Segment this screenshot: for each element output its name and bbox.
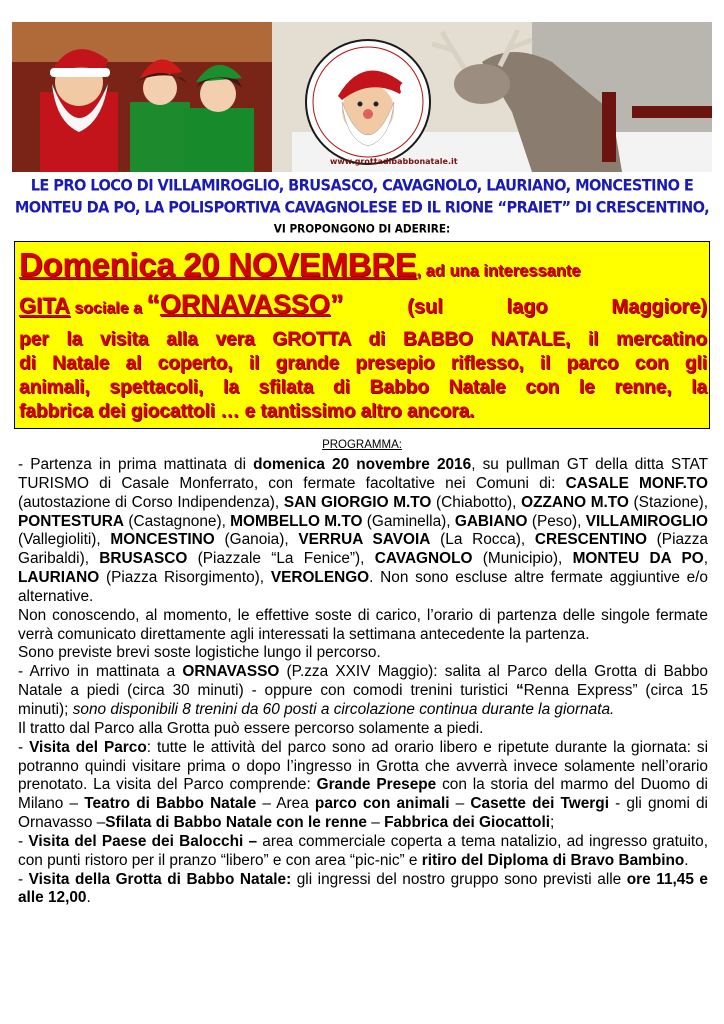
stop-name: LAURIANO <box>18 569 100 587</box>
headline-line-6: fabbrica dei giocattoli … e tantissimo altro ancora. <box>19 401 475 422</box>
stop-name: PONTESTURA <box>18 512 125 530</box>
text: Renna Express” (circa 15 minuti); <box>18 682 709 718</box>
text: (Chiabotto), <box>431 493 522 511</box>
bold-text: ritiro del Diploma di Bravo Bambino <box>421 851 685 869</box>
text: gli ingressi del nostro gruppo sono previsti alle <box>291 870 627 888</box>
stop-name: MONTEU DA PO <box>572 550 704 568</box>
text: . <box>684 851 689 869</box>
paragraph-pickup-times: Non conoscendo, al momento, le effettive soste di carico, l’orario di partenza delle singole fermate verrà comunicato direttamente agli interessati la settimana antecedente la partenza. <box>18 606 708 643</box>
paragraph-toy-village <box>18 833 708 871</box>
text: : tutte le attività del parco sono ad orario libero e ripetute durante la giornata: si potranno quindi visitare prima o dopo l’ingresso in Grotta che avverrà invece solamente nell’orario prenotato. La visita del Parco comprende: <box>18 738 708 794</box>
paragraph-grotto-visit <box>18 871 708 909</box>
headline-quote-open: “ <box>146 289 160 319</box>
paragraph-path-note: Il tratto dal Parco alla Grotta può essere percorso solamente a piedi. <box>18 719 484 737</box>
headline-destination-line <box>19 289 707 320</box>
headline-sociale: sociale a <box>69 300 147 317</box>
text: (Peso), <box>527 512 586 530</box>
headline-line-5: animali, spettacoli, la sfilata di Babbo Natale con le renne, la <box>19 377 707 398</box>
headline-date: Domenica 20 NOVEMBRE <box>19 246 417 283</box>
text: - gli gnomi di Ornavasso – <box>18 795 708 832</box>
paragraph-park-visit <box>18 739 708 833</box>
headline-destination: ORNAVASSO <box>159 289 330 319</box>
destination-name: ORNAVASSO <box>182 663 280 681</box>
stop-name: VILLAMIROGLIO <box>585 512 708 530</box>
stop-name: BRUSASCO <box>99 550 188 568</box>
bold-text: Teatro di Babbo Natale <box>84 795 257 813</box>
text: (Ganoia), <box>214 531 299 549</box>
stop-name: MONCESTINO <box>110 531 215 549</box>
text: (Piazza Garibaldi), <box>18 531 708 568</box>
stop-name: MOMBELLO M.TO <box>230 512 363 530</box>
headline-word-sul: (sul <box>407 296 443 318</box>
headline-line-3: per la visita alla vera GROTTA di BABBO NATALE, il mercatino <box>19 329 707 350</box>
grotta-logo <box>306 40 430 164</box>
trains-note: sono disponibili 8 trenini da 60 posti a circolazione continua durante la giornata. <box>72 700 615 718</box>
programme-title: PROGRAMMA: <box>322 439 402 451</box>
organizers-line-2: MONTEU DA PO, LA POLISPORTIVA CAVAGNOLESE ED IL RIONE “PRAIET” DI CRESCENTINO, <box>14 197 710 218</box>
text: (Piazza Risorgimento), <box>99 569 271 587</box>
text: (Vallegioliti), <box>18 531 111 549</box>
headline-gita: GITA <box>19 293 70 318</box>
text: (Municipio), <box>472 550 573 568</box>
headline-word-maggiore: Maggiore) <box>611 296 707 318</box>
website-url: www.grottadibabbonatale.it <box>330 157 458 166</box>
text: – <box>449 795 471 813</box>
bold-text: Grande Presepe <box>316 776 437 794</box>
paragraph-stops: Sono previste brevi soste logistiche lungo il percorso. <box>18 644 381 662</box>
text: , <box>703 550 709 568</box>
bold-text: Fabbrica dei Giocattoli <box>384 814 551 832</box>
bold-text: Visita del Parco <box>29 738 147 756</box>
bold-text: Casette dei Twergi <box>470 795 609 813</box>
text: ; <box>550 814 555 832</box>
headline-line-4: di Natale al coperto, il grande presepio riflesso, il parco con gli <box>19 353 707 374</box>
christmas-photo-illustration <box>12 22 712 172</box>
propose-line: VI PROPONGONO DI ADERIRE: <box>273 222 451 236</box>
text: – <box>366 814 385 832</box>
headline-gita-group <box>19 289 343 320</box>
text: – Area <box>256 795 315 813</box>
stop-name: CASALE MONF.TO <box>565 474 708 492</box>
stop-name: GABIANO <box>454 512 528 530</box>
bold-text: Sfilata di Babbo Natale con le renne <box>105 814 367 832</box>
departure-date: domenica 20 novembre 2016 <box>253 456 472 473</box>
headline-date-line <box>19 246 707 284</box>
stop-name: OZZANO M.TO <box>521 493 629 511</box>
text: (Castagnone), <box>124 512 231 530</box>
text: - Arrivo in mattinata a <box>18 663 183 681</box>
organizers-line-1: LE PRO LOCO DI VILLAMIROGLIO, BRUSASCO, CAVAGNOLO, LAURIANO, MONCESTINO E <box>30 175 694 196</box>
bold-text: Visita della Grotta di Babbo Natale: <box>28 870 292 888</box>
text: (Gaminella), <box>362 512 455 530</box>
text: . <box>86 889 91 907</box>
bold-text: parco con animali <box>314 795 450 813</box>
text: area commerciale coperta a tema natalizio, ad ingresso gratuito, con punti ristoro per il pranzo “libero” e con area “pic-nic” e <box>18 832 708 869</box>
headline-quote-close: ” <box>329 289 344 319</box>
paragraph-departure <box>18 456 708 607</box>
bold-text: Visita del Paese dei Balocchi – <box>28 832 258 850</box>
text: - <box>18 832 29 850</box>
headline-box <box>14 241 710 429</box>
text: (P.zza XXIV Maggio): salita al Parco della Grotta di Babbo Natale a piedi (circa 30 minuti) - oppure con comodi trenini turistici <box>18 663 708 700</box>
text: (autostazione di Corso Indipendenza), <box>18 493 284 511</box>
entry-times: ore 11,45 e alle 12,00 <box>18 870 708 907</box>
headline-word-lago: lago <box>506 296 548 318</box>
text: - <box>18 738 30 756</box>
programme-body <box>18 456 708 908</box>
text: con la storia del marmo del Duomo di Milano – <box>18 776 708 813</box>
header-photo <box>12 22 712 172</box>
quote-mark: “ <box>515 682 524 700</box>
stop-name: CAVAGNOLO <box>374 550 473 568</box>
text: (Stazione), <box>628 493 708 511</box>
paragraph-arrival <box>18 663 708 720</box>
stop-name: CRESCENTINO <box>534 531 647 549</box>
text: (Piazzale “La Fenice”), <box>187 550 375 568</box>
text: , su pullman GT della ditta STAT TURISMO di Casale Monferrato, con fermate facoltative nei Comuni di: <box>18 456 708 492</box>
stop-name: SAN GIORGIO M.TO <box>283 493 432 511</box>
text: - Partenza in prima mattinata di <box>18 456 254 473</box>
text: . Non sono escluse altre fermate aggiuntive e/o alternative. <box>18 569 708 605</box>
text: - <box>18 870 29 888</box>
stop-name: VERRUA SAVOIA <box>298 531 431 549</box>
stop-name: VEROLENGO <box>270 569 370 587</box>
text: (La Rocca), <box>430 531 535 549</box>
headline-date-suffix: , ad una interessante <box>416 262 581 280</box>
